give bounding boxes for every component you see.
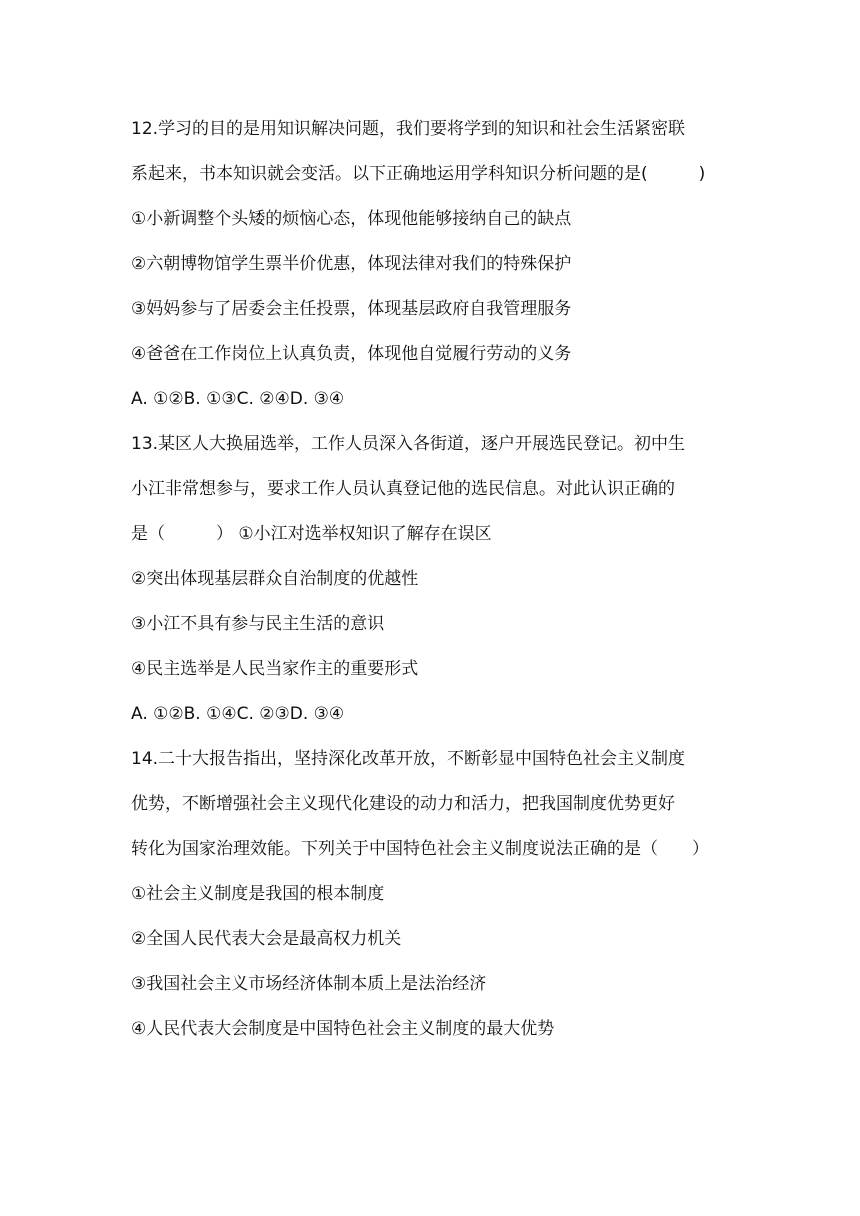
question-13-options: A. ①②B. ①④C. ②③D. ③④ [131,704,345,724]
question-13-stem-line-3: 是（ ） ①小江对选举权知识了解存在误区 [131,524,492,544]
question-14-statement-2: ②全国人民代表大会是最高权力机关 [131,929,402,949]
question-14-stem-line-1: 14.二十大报告指出，坚持深化改革开放，不断彰显中国特色社会主义制度 [131,749,686,769]
question-12-statement-3: ③妈妈参与了居委会主任投票，体现基层政府自我管理服务 [131,299,572,319]
question-12-statement-4: ④爸爸在工作岗位上认真负责，体现他自觉履行劳动的义务 [131,344,572,364]
question-14-statement-3: ③我国社会主义市场经济体制本质上是法治经济 [131,974,487,994]
question-13-stem-line-1: 13.某区人大换届选举，工作人员深入各街道，逐户开展选民登记。初中生 [131,434,686,454]
question-14-statement-1: ①社会主义制度是我国的根本制度 [131,884,385,904]
question-14-stem-line-3: 转化为国家治理效能。下列关于中国特色社会主义制度说法正确的是（ ） [131,839,709,859]
question-12-stem-line-2: 系起来，书本知识就会变活。以下正确地运用学科知识分析问题的是( ) [131,164,706,184]
question-13-statement-2: ②突出体现基层群众自治制度的优越性 [131,569,419,589]
question-12-statement-1: ①小新调整个头矮的烦恼心态，体现他能够接纳自己的缺点 [131,209,572,229]
question-12-options: A. ①②B. ①③C. ②④D. ③④ [131,389,345,409]
question-12-stem-line-1: 12.学习的目的是用知识解决问题，我们要将学到的知识和社会生活紧密联 [131,119,686,139]
question-14-statement-4: ④人民代表大会制度是中国特色社会主义制度的最大优势 [131,1019,555,1039]
question-13-stem-line-2: 小江非常想参与，要求工作人员认真登记他的选民信息。对此认识正确的 [131,479,675,499]
question-12-statement-2: ②六朝博物馆学生票半价优惠，体现法律对我们的特殊保护 [131,254,572,274]
question-13-statement-3: ③小江不具有参与民主生活的意识 [131,614,385,634]
question-13-statement-4: ④民主选举是人民当家作主的重要形式 [131,659,419,679]
question-14-stem-line-2: 优势，不断增强社会主义现代化建设的动力和活力，把我国制度优势更好 [131,794,675,814]
